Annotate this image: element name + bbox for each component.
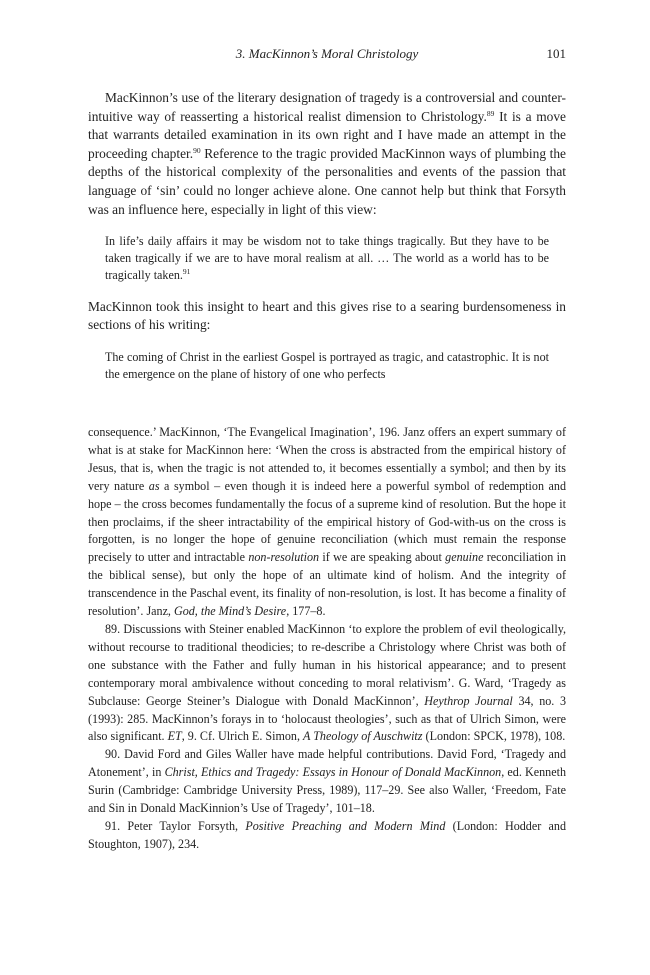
footnote-continuation [88, 424, 566, 621]
footnote-title: A Theology of Auschwitz [303, 729, 423, 744]
footnote-text: , ed. Kenneth Surin (Cambridge: Cambridge University Press, 1989), 117–29. See also Waller, ‘Freedom, Fate and Sin in Donald MacKinnion’s Use of Tragedy’, 101–18. [88, 765, 567, 816]
footnote-title: ET [167, 729, 182, 744]
footnote-text: , 177–8. [286, 604, 326, 619]
footnote-italic: as [148, 478, 160, 493]
footnotes [88, 424, 566, 854]
footnote-italic: genuine [445, 550, 484, 565]
footnote-ref-90[interactable]: 90 [193, 145, 201, 155]
footnote-91 [88, 818, 566, 854]
footnote-89 [88, 621, 566, 746]
body-text: It is a move that warrants detailed examination in its own right and I have made an attempt in the proceeding chapter. [88, 108, 566, 161]
footnote-text: 91. Peter Taylor Forsyth, [105, 818, 246, 833]
footnote-text: reconciliation in the biblical sense), but only the hope of an ultimate kind of holism. And the integrity of transcendence in the Paschal event, its finality of non-resolution, is lost. It has become a finality of resolution’. Janz, [88, 550, 566, 619]
footnote-title: Christ, Ethics and Tragedy: Essays in Honour of Donald MacKinnon [164, 765, 502, 780]
footnote-90 [88, 746, 566, 818]
footnote-text: if we are speaking about [319, 550, 446, 565]
quote-text: In life’s daily affairs it may be wisdom not to take things tragically. But they have to be taken tragically if we are to have moral realism at all. … The world as a world has to be tragically taken. [105, 234, 549, 282]
footnote-text: 89. Discussions with Steiner enabled MacKinnon ‘to explore the problem of evil theologically, without recourse to traditional theodicies; to re-describe a Christology where Christ was both of one substance with the Father and fully human in his historical appearance; and to present contemporary moral ambivalence without conceding to moral relativism’. G. Ward, ‘Tragedy as Subclause: George Steiner’s Dialogue with Donald MacKinnon’, [88, 621, 566, 708]
footnote-title: Heythrop Journal [424, 693, 513, 708]
page-number: 101 [546, 46, 566, 61]
body-paragraph-1 [88, 89, 566, 219]
footnote-text: 34, no. 3 (1993): 285. MacKinnon’s forays in to ‘holocaust theologies’, such as that of Ulrich Simon, were also significant. [88, 693, 567, 744]
footnote-title: Positive Preaching and Modern Mind [245, 818, 446, 833]
running-title: 3. MacKinnon’s Moral Christology [235, 46, 419, 61]
block-quote-2: The coming of Christ in the earliest Gospel is portrayed as tragic, and catastrophic. It is not the emergence on the plane of history of one who perfects [105, 349, 549, 381]
footnote-italic: non-resolution [248, 550, 320, 565]
footnote-text: a symbol – even though it is indeed here a powerful symbol of redemption and hope – the cross becomes fundamentally the focus of a supreme kind of resolution. But the hope it then proclaims, if the sheer intractability of the empirical history of God-with-us on the cross is forgotten, is no longer the hope of genuine reconciliation (which must remain the response precisely to utter and intractable [88, 478, 566, 565]
footnote-text: 90. David Ford and Giles Waller have made helpful contributions. David Ford, ‘Tragedy and Atonement’, in [88, 747, 566, 780]
footnote-title: God, the Mind’s Desire [173, 604, 287, 619]
footnote-text: , 9. Cf. Ulrich E. Simon, [181, 729, 304, 744]
running-header [88, 45, 566, 63]
footnote-ref-91[interactable]: 91 [182, 266, 191, 276]
block-quote-1 [105, 233, 549, 283]
footnote-text: (London: SPCK, 1978), 108. [422, 729, 566, 744]
main-text [88, 89, 566, 396]
body-text: MacKinnon’s use of the literary designation of tragedy is a controversial and counter-intuitive way of reasserting a historical realist dimension to Christology. [88, 90, 566, 124]
footnote-text: consequence.’ MacKinnon, ‘The Evangelical Imagination’, 196. Janz offers an expert summary of what is at stake for MacKinnon here: ‘When the cross is abstracted from the empirical history of Jesus, that is, when the tragic is not attended to, it becomes essentially a symbol; and then by its very nature [88, 425, 566, 493]
body-paragraph-2: MacKinnon took this insight to heart and this gives rise to a searing burdensomeness in sections of his writing: [88, 298, 566, 333]
footnote-ref-89[interactable]: 89 [486, 108, 495, 118]
body-text: Reference to the tragic provided MacKinnon ways of plumbing the depths of the historical complexity of the personalities and events of the passion that language of ‘sin’ could no longer achieve alone. One cannot help but think that Forsyth was an influence here, especially in light of this view: [88, 145, 566, 217]
footnote-text: (London: Hodder and Stoughton, 1907), 234. [88, 818, 567, 851]
